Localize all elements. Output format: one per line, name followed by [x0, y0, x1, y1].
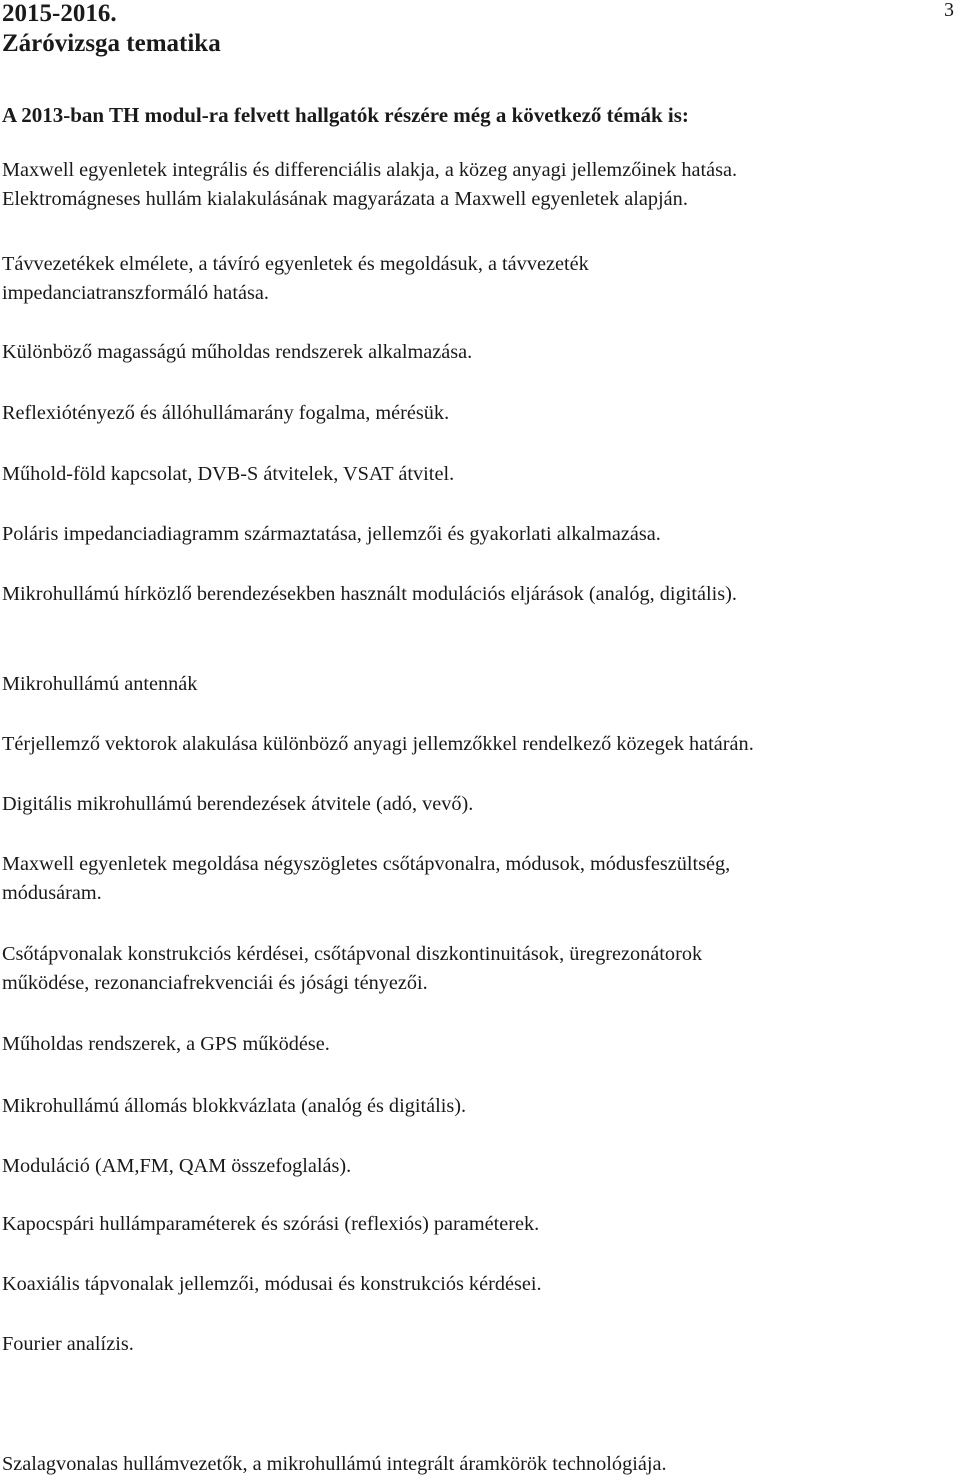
topic-line: Maxwell egyenletek integrális és differenciális alakja, a közeg anyagi jellemzőinek hatása. — [2, 159, 738, 181]
topic-item — [2, 790, 473, 819]
topic-item — [2, 1330, 134, 1359]
topic-item — [2, 1450, 667, 1479]
topic-item — [2, 730, 754, 759]
page-title: Záróvizsga tematika — [2, 30, 221, 57]
topic-line: Kapocspári hullámparaméterek és szórási (reflexiós) paraméterek. — [2, 1213, 540, 1235]
topic-item — [2, 580, 737, 609]
topic-line: Térjellemző vektorok alakulása különböző anyagi jellemzőkkel rendelkező közegek határán. — [2, 733, 754, 755]
topic-item — [2, 670, 197, 699]
topic-line: Elektromágneses hullám kialakulásának magyarázata a Maxwell egyenletek alapján. — [2, 188, 688, 210]
topic-line: Mikrohullámú állomás blokkvázlata (analóg és digitális). — [2, 1095, 467, 1117]
topic-item — [2, 1092, 466, 1121]
topic-item — [2, 520, 661, 549]
topic-item — [2, 1210, 539, 1239]
topic-line: Mikrohullámú antennák — [2, 673, 198, 695]
topic-line: Reflexiótényező és állóhullámarány fogalma, mérésük. — [2, 402, 450, 424]
topic-line: Távvezetékek elmélete, a távíró egyenletek és megoldásuk, a távvezeték — [2, 253, 589, 275]
topic-line: Maxwell egyenletek megoldása négyszögletes csőtápvonalra, módusok, módusfeszültség, — [2, 853, 731, 875]
topic-line: impedanciatranszformáló hatása. — [2, 282, 269, 304]
topic-item — [2, 156, 737, 214]
page-number: 3 — [944, 0, 954, 21]
topic-line: Műholdas rendszerek, a GPS működése. — [2, 1033, 330, 1055]
topic-line: működése, rezonanciafrekvenciái és jósági tényezői. — [2, 972, 428, 994]
topic-line: Moduláció (AM,FM, QAM összefoglalás). — [2, 1155, 352, 1177]
topic-item — [2, 1270, 542, 1299]
topic-line: Csőtápvonalak konstrukciós kérdései, csőtápvonal diszkontinuitások, üregrezonátorok — [2, 943, 703, 965]
topic-item — [2, 1030, 330, 1059]
topic-item — [2, 250, 589, 308]
topic-line: Fourier analízis. — [2, 1333, 134, 1355]
topic-item — [2, 940, 702, 998]
topic-item — [2, 850, 730, 908]
topic-line: Mikrohullámú hírközlő berendezésekben használt modulációs eljárások (analóg, digitális). — [2, 583, 737, 605]
topic-line: Koaxiális tápvonalak jellemzői, módusai és konstrukciós kérdései. — [2, 1273, 542, 1295]
topic-line: Különböző magasságú műholdas rendszerek alkalmazása. — [2, 341, 473, 363]
header-year: 2015-2016. — [2, 0, 117, 27]
topic-item — [2, 460, 454, 489]
topic-item — [2, 338, 472, 367]
topic-line: Szalagvonalas hullámvezetők, a mikrohullámú integrált áramkörök technológiája. — [2, 1453, 667, 1475]
topic-item — [2, 399, 449, 428]
topic-item — [2, 1152, 351, 1181]
section-heading: A 2013-ban TH modul-ra felvett hallgatók részére még a következő témák is: — [2, 103, 689, 127]
topic-line: Poláris impedanciadiagramm származtatása, jellemzői és gyakorlati alkalmazása. — [2, 523, 661, 545]
topic-line: Digitális mikrohullámú berendezések átvitele (adó, vevő). — [2, 793, 474, 815]
topic-line: módusáram. — [2, 882, 102, 904]
topic-line: Műhold-föld kapcsolat, DVB-S átvitelek, VSAT átvitel. — [2, 463, 455, 485]
